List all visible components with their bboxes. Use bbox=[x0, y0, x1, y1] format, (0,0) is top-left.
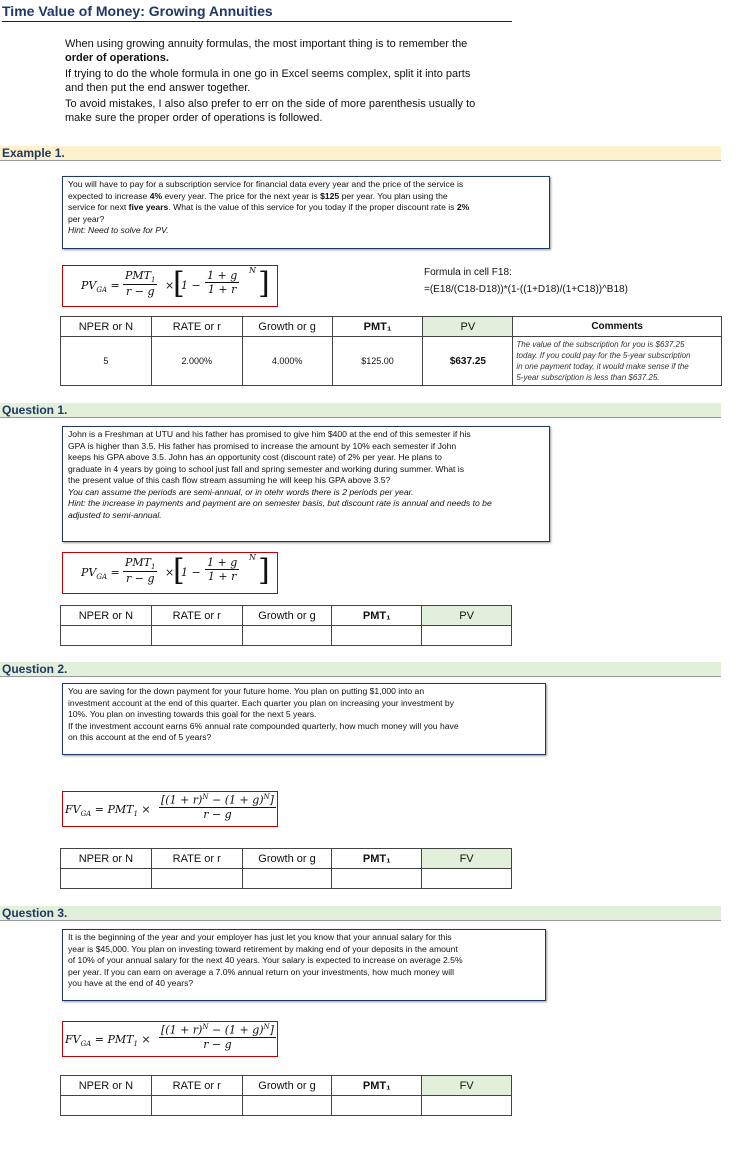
formula-text: PV bbox=[81, 279, 97, 292]
formula-text: FV bbox=[65, 803, 81, 816]
header-cell: RATE or r bbox=[151, 1076, 242, 1096]
formula-text: GA bbox=[96, 573, 108, 582]
text: adjusted to semi-annual. bbox=[68, 509, 162, 520]
formula-note: Formula in cell F18: bbox=[424, 267, 512, 278]
intro-line: order of operations. bbox=[65, 52, 169, 64]
question-2-problem bbox=[62, 683, 546, 755]
question-3-problem bbox=[62, 929, 546, 1001]
hint-text: Hint: Need to solve for PV. bbox=[68, 225, 169, 235]
header-cell: RATE or r bbox=[151, 317, 242, 337]
formula-text: GA bbox=[80, 810, 92, 819]
text: graduate in 4 years by going to school just fall and spring semester and working during summer. What is bbox=[68, 463, 464, 474]
text: you have at the end of 40 years? bbox=[68, 978, 194, 988]
input-cell[interactable] bbox=[151, 869, 242, 889]
header-cell: NPER or N bbox=[61, 606, 152, 626]
question-1-table bbox=[60, 605, 512, 646]
formula-text: GA bbox=[96, 286, 108, 295]
formula-text: = bbox=[110, 279, 120, 292]
page-title: Time Value of Money: Growing Annuities bbox=[2, 3, 512, 22]
header-cell: NPER or N bbox=[61, 849, 152, 869]
text: year is $45,000. You plan on investing toward retirement by making end of your deposits in the amount bbox=[68, 943, 458, 954]
formula-text: 1 + r bbox=[207, 570, 237, 583]
text: of 10% of your annual salary for the next 40 years. Your salary is expected to increase on average 2.5% bbox=[68, 955, 463, 965]
text: per year? bbox=[68, 213, 105, 224]
header-cell: PMT₁ bbox=[332, 1076, 422, 1096]
header-cell: Growth or g bbox=[242, 1076, 332, 1096]
formula-text: 1 − bbox=[181, 279, 201, 292]
header-cell: PMT₁ bbox=[332, 849, 422, 869]
intro-line: If trying to do the whole formula in one go in Excel seems complex, split it into parts bbox=[65, 68, 471, 80]
header-cell: PV bbox=[422, 606, 512, 626]
input-cell[interactable] bbox=[332, 626, 422, 646]
excel-formula: =(E18/(C18-D18))*(1-((1+D18)/(1+C18))^B18) bbox=[424, 284, 628, 295]
text: 2% bbox=[456, 202, 470, 212]
text: every year. The price for the next year is bbox=[162, 190, 321, 201]
input-cell[interactable] bbox=[151, 1096, 242, 1116]
pv-formula-box bbox=[62, 552, 278, 594]
intro-line: make sure the proper order of operations is followed. bbox=[65, 112, 323, 124]
formula-text: N bbox=[249, 553, 256, 562]
question-3-header: Question 3. bbox=[0, 906, 721, 921]
text: $125 bbox=[320, 190, 340, 201]
formula-text: N bbox=[202, 1023, 209, 1031]
text: . What is the value of this service for you today if the proper discount rate is bbox=[168, 202, 457, 212]
formula-text: PMT bbox=[125, 269, 152, 282]
formula-text: PMT bbox=[125, 556, 152, 569]
text: the present value of this cash flow stream assuming he will keep his GPA above 3.5? bbox=[68, 475, 391, 485]
formula-text: (1 + r) bbox=[165, 1023, 203, 1037]
comment-cell[interactable] bbox=[513, 337, 722, 386]
formula-text: FV bbox=[65, 1033, 81, 1046]
input-cell[interactable] bbox=[422, 1096, 512, 1116]
text: If the investment account earns 6% annual rate compounded quarterly, how much money will you have bbox=[68, 720, 459, 731]
fv-formula-box: $FV_{GA} = PMT_1$ × $\frac{[(1 + r)^N - (1 + g)^N]}{r - g}$ bbox=[62, 791, 278, 827]
header-cell: FV bbox=[422, 849, 512, 869]
formula-text: N bbox=[249, 266, 256, 275]
header-cell: PMT₁ bbox=[332, 606, 422, 626]
header-cell: Growth or g bbox=[242, 849, 332, 869]
header-cell: PMT₁ bbox=[332, 317, 423, 337]
header-cell: PV bbox=[423, 317, 513, 337]
formula-text: r − g bbox=[203, 1037, 232, 1051]
formula-text: 1 bbox=[133, 810, 138, 819]
header-cell: NPER or N bbox=[61, 317, 152, 337]
intro-line: When using growing annuity formulas, the most important thing is to remember the bbox=[65, 38, 468, 50]
text: 10%. You plan on investing towards this goal for the next 5 years. bbox=[68, 709, 317, 719]
example-1-header: Example 1. bbox=[0, 146, 721, 161]
comment-line: today. If you could pay for the 5-year subscription bbox=[516, 351, 691, 360]
formula-text: − (1 + g) bbox=[208, 1023, 264, 1037]
input-cell[interactable] bbox=[242, 1096, 332, 1116]
formula-text: N bbox=[263, 1023, 270, 1031]
value-cell[interactable]: 5 bbox=[61, 337, 152, 386]
formula-text: r − g bbox=[125, 285, 155, 299]
text: keeps his GPA above 3.5. John has an opportunity cost (discount rate) of 2% per year. He plans to bbox=[68, 452, 442, 462]
formula-text: 1 + g bbox=[207, 269, 238, 282]
formula-text: GA bbox=[80, 1040, 92, 1049]
text: It is the beginning of the year and your employer has just let you know that your annual salary for this bbox=[68, 932, 452, 942]
input-cell[interactable] bbox=[61, 1096, 152, 1116]
text: You can assume the periods are semi-annual, or in otehr words there is 2 periods per year. bbox=[68, 486, 414, 497]
text: John is a Freshman at UTU and his father has promised to give him $400 at the end of this semester if his bbox=[68, 429, 471, 439]
comment-line: in one payment today, it would make sense if the bbox=[516, 362, 689, 371]
formula-text: 1 bbox=[133, 1040, 138, 1049]
question-1-header: Question 1. bbox=[0, 403, 721, 418]
text: GPA is higher than 3.5. His father has promised to increase the amount by 10% each semester if John bbox=[68, 440, 457, 451]
formula-text: r − g bbox=[203, 807, 232, 821]
formula-text: r − g bbox=[125, 572, 155, 586]
formula-text: N bbox=[202, 793, 209, 801]
text: You will have to pay for a subscription service for financial data every year and the price of the service is bbox=[68, 179, 464, 189]
header-cell: RATE or r bbox=[151, 849, 242, 869]
input-cell[interactable] bbox=[422, 869, 512, 889]
text: five years bbox=[128, 202, 169, 212]
text: 4% bbox=[149, 190, 163, 201]
formula-text: 1 bbox=[151, 276, 156, 285]
text: Hint: the increase in payments and payment are on semester basis, but discount rate is annual and needs to be bbox=[68, 498, 492, 508]
example-1-table bbox=[60, 316, 722, 386]
header-cell: Growth or g bbox=[242, 606, 332, 626]
comment-line: 5-year subscription is less than $637.25. bbox=[516, 373, 660, 382]
formula-text: × bbox=[141, 803, 151, 816]
formula-bracket: [ bbox=[173, 266, 185, 301]
formula-bracket: ] bbox=[258, 266, 270, 301]
text: per year. You plan using the bbox=[339, 190, 448, 201]
text: investment account at the end of this quarter. Each quarter you plan on increasing your investment by bbox=[68, 697, 454, 708]
formula-text: 1 bbox=[151, 563, 156, 572]
text: expected to increase bbox=[68, 190, 150, 201]
formula-text: (1 + r) bbox=[165, 793, 203, 807]
input-cell[interactable] bbox=[242, 626, 332, 646]
intro-text bbox=[65, 37, 505, 125]
header-cell: NPER or N bbox=[61, 1076, 152, 1096]
fv-formula-box: $FV_{GA} = PMT_1$ × $\frac{[(1 + r)^N - (1 + g)^N]}{r - g}$ bbox=[62, 1021, 278, 1057]
intro-line: To avoid mistakes, I also also prefer to err on the side of more parenthesis usually to bbox=[65, 98, 476, 110]
question-1-problem bbox=[62, 426, 550, 542]
pv-formula-box bbox=[62, 265, 278, 307]
input-cell[interactable] bbox=[151, 626, 242, 646]
value-cell[interactable]: 4.000% bbox=[242, 337, 332, 386]
formula-text: 1 − bbox=[181, 566, 201, 579]
input-cell[interactable] bbox=[61, 626, 152, 646]
header-cell: RATE or r bbox=[151, 606, 242, 626]
formula-bracket: [ bbox=[173, 553, 185, 588]
input-cell[interactable] bbox=[61, 869, 152, 889]
value-cell[interactable]: $637.25 bbox=[423, 337, 513, 386]
text: You are saving for the down payment for your future home. You plan on putting $1,000 into an bbox=[68, 686, 425, 696]
input-cell[interactable] bbox=[422, 626, 512, 646]
example-1-problem bbox=[62, 176, 550, 249]
formula-text: × bbox=[141, 1033, 151, 1046]
text: service for next bbox=[68, 202, 129, 212]
value-cell[interactable]: $125.00 bbox=[332, 337, 423, 386]
question-2-header: Question 2. bbox=[0, 662, 721, 677]
formula-text: N bbox=[263, 793, 270, 801]
formula-text: = bbox=[110, 566, 120, 579]
question-3-table bbox=[60, 1075, 512, 1116]
formula-bracket: ] bbox=[258, 553, 270, 588]
header-cell: FV bbox=[422, 1076, 512, 1096]
text: per year. If you can earn on average a 7.0% annual return on your investments, how much money will bbox=[68, 966, 454, 977]
intro-line: and then put the end answer together. bbox=[65, 82, 251, 94]
formula-text: × bbox=[165, 279, 175, 292]
header-cell: Growth or g bbox=[242, 317, 332, 337]
text: on this account at the end of 5 years? bbox=[68, 732, 212, 742]
value-cell[interactable]: 2.000% bbox=[151, 337, 242, 386]
formula-text: = PMT bbox=[94, 803, 134, 816]
question-2-table bbox=[60, 848, 512, 889]
formula-text: − (1 + g) bbox=[208, 793, 264, 807]
formula-text: × bbox=[165, 566, 175, 579]
comment-line: The value of the subscription for you is $637.25 bbox=[516, 340, 685, 349]
formula-text: 1 + g bbox=[207, 556, 238, 569]
input-cell[interactable] bbox=[332, 1096, 422, 1116]
formula-text: PV bbox=[81, 566, 97, 579]
input-cell[interactable] bbox=[332, 869, 422, 889]
formula-text: 1 + r bbox=[207, 283, 237, 296]
header-cell: Comments bbox=[513, 317, 722, 337]
formula-text: = PMT bbox=[94, 1033, 134, 1046]
input-cell[interactable] bbox=[242, 869, 332, 889]
